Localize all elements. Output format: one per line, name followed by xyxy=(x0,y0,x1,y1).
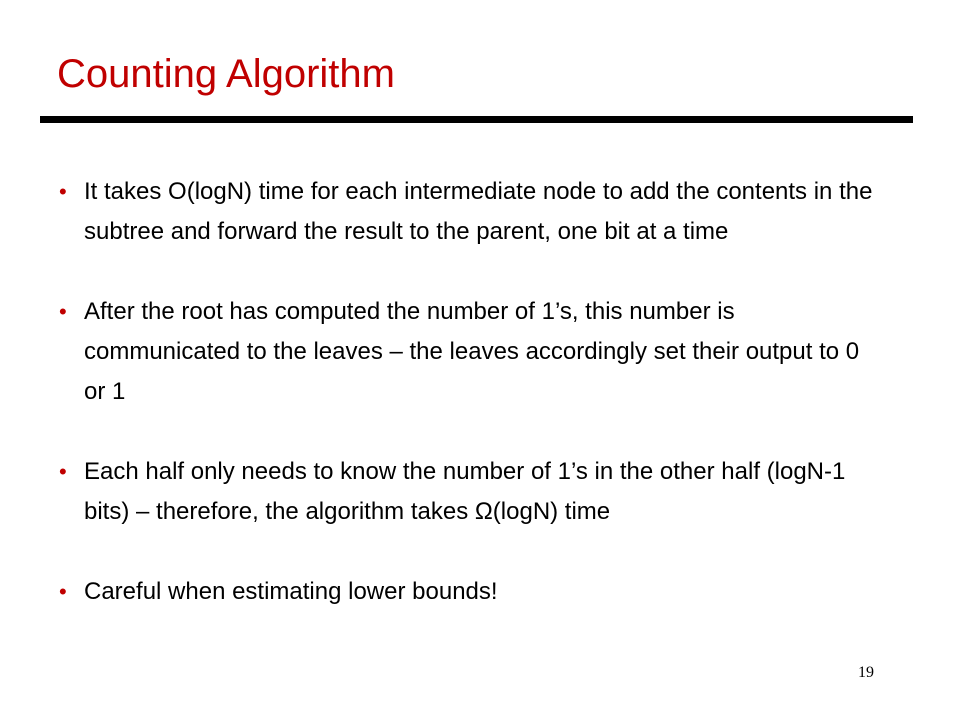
bullet-dot-icon: • xyxy=(59,579,67,604)
bullet-text: After the root has computed the number of 1’s, this number is communicated to the leaves – the leaves accordingly set their output to 0 or 1 xyxy=(84,298,860,405)
bullet-item xyxy=(57,292,877,412)
bullet-item xyxy=(57,172,877,252)
bullet-list xyxy=(57,172,877,612)
bullet-dot-icon: • xyxy=(59,459,67,484)
bullet-item xyxy=(57,572,877,612)
bullet-item xyxy=(57,452,877,532)
bullet-text: Careful when estimating lower bounds! xyxy=(84,578,498,605)
page-number: 19 xyxy=(858,664,874,681)
bullet-dot-icon: • xyxy=(59,179,67,204)
bullet-text: Each half only needs to know the number of 1’s in the other half (logN-1 bits) – therefore, the algorithm takes Ω(logN) time xyxy=(84,458,846,525)
bullet-dot-icon: • xyxy=(59,299,67,324)
bullet-text: It takes O(logN) time for each intermediate node to add the contents in the subtree and forward the result to the parent, one bit at a time xyxy=(84,178,873,245)
slide-title: Counting Algorithm xyxy=(57,52,395,96)
title-divider xyxy=(40,116,913,123)
